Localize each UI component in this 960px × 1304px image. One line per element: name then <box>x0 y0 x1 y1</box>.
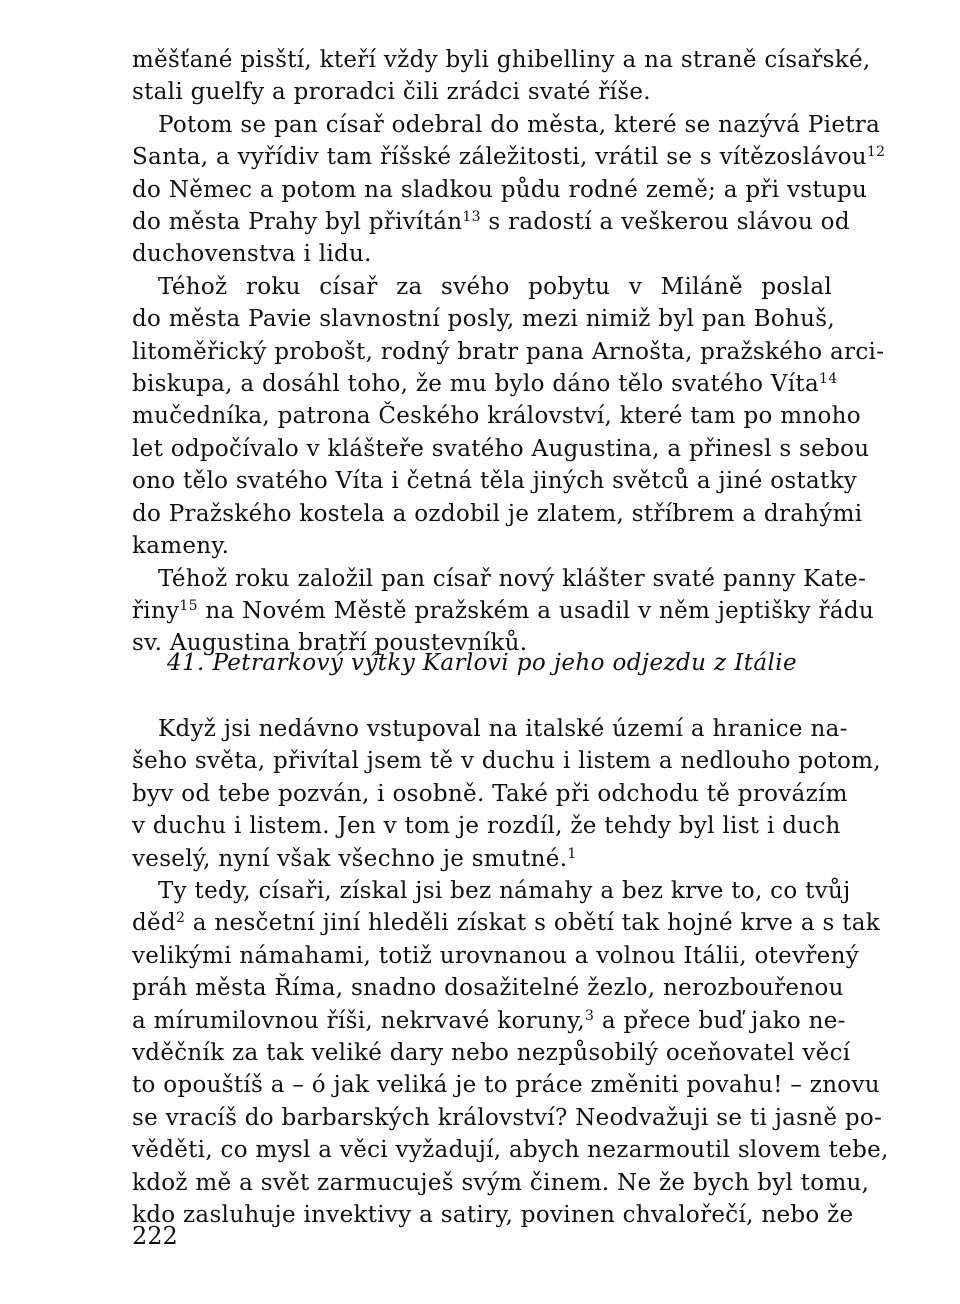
section-heading: 41. Petrarkový výtky Karlovi po jeho odjezdu z Itálie <box>166 650 798 676</box>
body-text-block-1 <box>132 44 886 660</box>
text-line: a mírumilovnou říši, nekrvavé koruny,$^3$ a přece buď jako ne- <box>132 1007 846 1034</box>
text-line: věděti, co mysl a věci vyžadují, abych nezarmoutil slovem tebe, <box>132 1137 889 1164</box>
text-line: Téhož roku založil pan císař nový klášter svaté panny Kate- <box>158 565 867 592</box>
text-line: v duchu i listem. Jen v tom je rozdíl, že tehdy byl list i duch <box>132 813 841 840</box>
text-line: sv. Augustina bratří poustevníků. <box>132 630 528 657</box>
text-line: litoměřický probošt, rodný bratr pana Arnošta, pražského arci- <box>132 338 885 365</box>
text-line: Potom se pan císař odebral do města, které se nazývá Pietra <box>158 111 881 138</box>
text-line: vděčník za tak veliké dary nebo nezpůsobilý oceňovatel věcí <box>132 1040 851 1067</box>
text-line: do Pražského kostela a ozdobil je zlatem, stříbrem a drahými <box>132 500 863 527</box>
footnote-ref: 14 <box>819 371 838 388</box>
text-line: stali guelfy a proradci čili zrádci svaté říše. <box>132 79 651 106</box>
text-line: šeho světa, přivítal jsem tě v duchu i listem a nedlouho potom, <box>132 748 881 775</box>
text-line: do Němec a potom na sladkou půdu rodné země; a při vstupu <box>132 176 868 203</box>
text-line: velikými námahami, totiž urovnanou a volnou Itálii, otevřený <box>132 942 860 969</box>
page-number: 222 <box>132 1222 178 1250</box>
body-text-block-2 <box>132 713 889 1232</box>
text-line: se vracíš do barbarských království? Neodvažuji se ti jasně po- <box>132 1104 883 1131</box>
text-line: děd$^2$ a nesčetní jiní hleděli získat s obětí tak hojné krve a s tak <box>132 910 880 937</box>
text-line: měšťané pisští, kteří vždy byli ghibelliny a na straně císařské, <box>132 47 871 73</box>
text-line: veselý, nyní však všechno je smutné.$^1$ <box>132 845 577 872</box>
text-line: to opouštíš a – ó jak veliká je to práce změniti povahu! – znovu <box>132 1072 880 1099</box>
footnote-ref: 3 <box>585 1007 595 1024</box>
text-line: kdož mě a svět zarmucuješ svým činem. Ne že bych byl tomu, <box>132 1169 870 1196</box>
text-line: řiny$^{15}$ na Novém Městě pražském a usadil v něm jeptišky řádu <box>132 597 874 624</box>
text-line: do města Prahy byl přivítán$^{13}$ s radostí a veškerou slávou od <box>132 209 850 236</box>
footnote-ref: 2 <box>175 910 186 927</box>
text-line: Santa, a vyřídiv tam říšské záležitosti, vrátil se s vítězoslávou$^{12}$ <box>132 144 886 171</box>
text-line: kdo zasluhuje invektivy a satiry, povinen chvalořečí, nebo že <box>132 1202 854 1229</box>
text-line: práh města Říma, snadno dosažitelné žezlo, nerozbouřenou <box>132 975 844 1002</box>
text-line: byv od tebe pozván, i osobně. Také při odchodu tě provázím <box>132 780 848 807</box>
text-line: Téhož roku císař za svého pobytu v Miláně poslal <box>158 273 832 300</box>
footnote-ref: 13 <box>462 209 481 226</box>
text-line: biskupa, a dosáhl toho, že mu bylo dáno tělo svatého Víta$^{14}$ <box>132 371 838 398</box>
text-line: kameny. <box>132 533 230 560</box>
text-line: do města Pavie slavnostní posly, mezi nimiž byl pan Bohuš, <box>132 306 835 333</box>
text-line: mučedníka, patrona Českého království, které tam po mnoho <box>132 403 861 430</box>
footnote-ref: 12 <box>866 144 886 161</box>
footnote-ref: 1 <box>567 845 577 862</box>
text-line: Když jsi nedávno vstupoval na italské území a hranice na- <box>158 716 848 742</box>
text-line: let odpočívalo v klášteře svatého Augustina, a přinesl s sebou <box>132 435 870 462</box>
text-line: ono tělo svatého Víta i četná těla jiných světců a jiné ostatky <box>132 468 858 495</box>
text-line: Ty tedy, císaři, získal jsi bez námahy a bez krve to, co tvůj <box>158 878 851 905</box>
text-line: duchovenstva i lidu. <box>132 241 372 268</box>
footnote-ref: 15 <box>179 597 198 614</box>
